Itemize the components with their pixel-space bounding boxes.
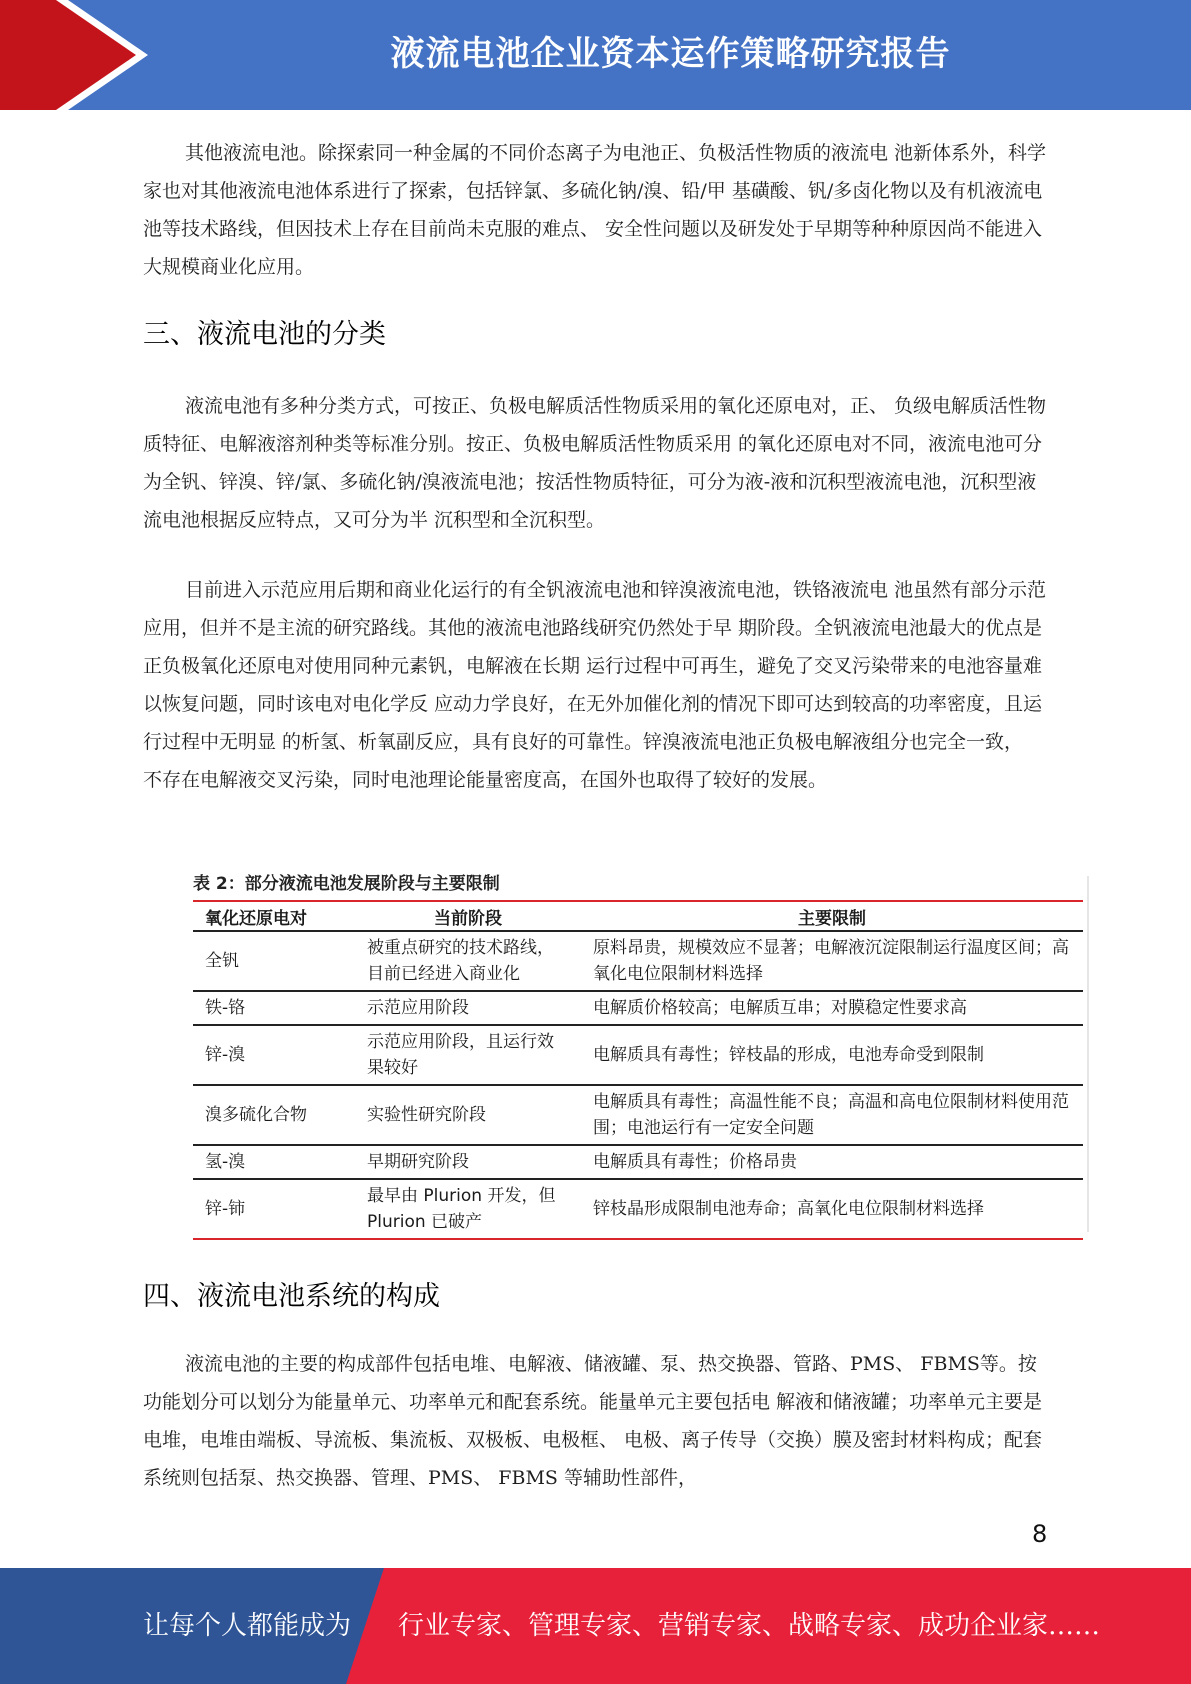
table-row — [193, 991, 1083, 1025]
table-cell: 电解质具有毒性；高温性能不良；高温和高电位限制材料使用范围；电池运行有一定安全问题 — [581, 1085, 1083, 1145]
table-cell: 早期研究阶段 — [355, 1145, 581, 1179]
table-cell: 原料昂贵，规模效应不显著；电解液沉淀限制运行温度区间；高氧化电位限制材料选择 — [581, 931, 1083, 991]
table-cell: 最早由 Plurion 开发，但 Plurion 已破产 — [355, 1179, 581, 1239]
table-cell: 实验性研究阶段 — [355, 1085, 581, 1145]
table-cell: 锌-铈 — [193, 1179, 355, 1239]
footer-slogan-left: 让每个人都能成为 — [143, 1611, 352, 1641]
footer-slogan-right: 行业专家、管理专家、营销专家、战略专家、成功企业家…… — [398, 1611, 1101, 1641]
section-heading-system-composition: 四、液流电池系统的构成 — [143, 1281, 440, 1312]
table-cell: 示范应用阶段 — [355, 991, 581, 1025]
table-cell: 全钒 — [193, 931, 355, 991]
table-header-row — [193, 901, 1083, 931]
table-cell: 电解质具有毒性；锌枝晶的形成，电池寿命受到限制 — [581, 1025, 1083, 1085]
table-cell: 示范应用阶段，且运行效果较好 — [355, 1025, 581, 1085]
column-header: 当前阶段 — [355, 901, 581, 931]
table-row — [193, 1179, 1083, 1239]
paragraph-classification: 液流电池有多种分类方式，可按正、负极电解质活性物质采用的氧化还原电对，正、 负级电解质活性物质特征、电解液溶剂种类等标准分别。按正、负极电解质活性物质采用 的氧化还原电对不同，液流电池可分为全钒、锌溴、锌/氯、多硫化钠/溴液流电池；按活性物质特征，可分为液-液和沉积型液流电池，沉积型液流电池根据反应特点，又可分为半 沉积型和全沉积型。 — [143, 395, 1047, 531]
paragraph-other-flow-batteries: 其他液流电池。除探索同一种金属的不同价态离子为电池正、负极活性物质的液流电 池新体系外，科学家也对其他液流电池体系进行了探索，包括锌氯、多硫化钠/溴、铅/甲 基磺酸、钒/多卤化物以及有机液流电池等技术路线，但因技术上存在目前尚未克服的难点、 安全性问题以及研发处于早期等种种原因尚不能进入大规模商业化应用。 — [143, 142, 1047, 278]
table-cell: 电解质价格较高；电解质互串；对膜稳定性要求高 — [581, 991, 1083, 1025]
table-figure — [193, 868, 1083, 1240]
limits-table — [193, 900, 1083, 1240]
paragraph-current-status: 目前进入示范应用后期和商业化运行的有全钒液流电池和锌溴液流电池，铁铬液流电 池虽然有部分示范应用，但并不是主流的研究路线。其他的液流电池路线研究仍然处于早 期阶段。全钒液流电池最大的优点是正负极氧化还原电对使用同种元素钒，电解液在长期 运行过程中可再生，避免了交叉污染带来的电池容量难以恢复问题，同时该电对电化学反 应动力学良好，在无外加催化剂的情况下即可达到较高的功率密度，且运行过程中无明显 的析氢、析氧副反应，具有良好的可靠性。锌溴液流电池正负极电解液组分也完全一致， 不存在电解液交叉污染，同时电池理论能量密度高，在国外也取得了较好的发展。 — [143, 579, 1047, 791]
table-caption: 表 2：部分液流电池发展阶段与主要限制 — [193, 874, 500, 894]
report-title: 液流电池企业资本运作策略研究报告 — [390, 34, 951, 74]
table-row — [193, 1025, 1083, 1085]
table-row — [193, 1145, 1083, 1179]
paragraph-system-composition: 液流电池的主要的构成部件包括电堆、电解液、储液罐、泵、热交换器、管路、PMS、 FBMS等。按功能划分可以划分为能量单元、功率单元和配套系统。能量单元主要包括电 解液和储液罐；功率单元主要是电堆，电堆由端板、导流板、集流板、双极板、电极框、 电极、离子传导（交换）膜及密封材料构成；配套系统则包括泵、热交换器、管理、PMS、 FBMS 等辅助性部件， — [143, 1353, 1043, 1489]
table-cell: 锌-溴 — [193, 1025, 355, 1085]
figure-edge-divider — [1087, 876, 1089, 1232]
section-heading-classification: 三、液流电池的分类 — [143, 319, 386, 350]
table-cell: 锌枝晶形成限制电池寿命；高氧化电位限制材料选择 — [581, 1179, 1083, 1239]
table-cell: 电解质具有毒性；价格昂贵 — [581, 1145, 1083, 1179]
column-header: 氧化还原电对 — [193, 901, 355, 931]
table-row — [193, 931, 1083, 991]
table-cell: 铁-铬 — [193, 991, 355, 1025]
table-cell: 被重点研究的技术路线，目前已经进入商业化 — [355, 931, 581, 991]
table-cell: 溴多硫化合物 — [193, 1085, 355, 1145]
page-header — [0, 0, 1191, 110]
table-row — [193, 1085, 1083, 1145]
header-chevron-decoration — [0, 0, 160, 110]
table-cell: 氢-溴 — [193, 1145, 355, 1179]
column-header: 主要限制 — [581, 901, 1083, 931]
page-number: 8 — [1032, 1520, 1048, 1548]
page-footer — [0, 1568, 1191, 1684]
